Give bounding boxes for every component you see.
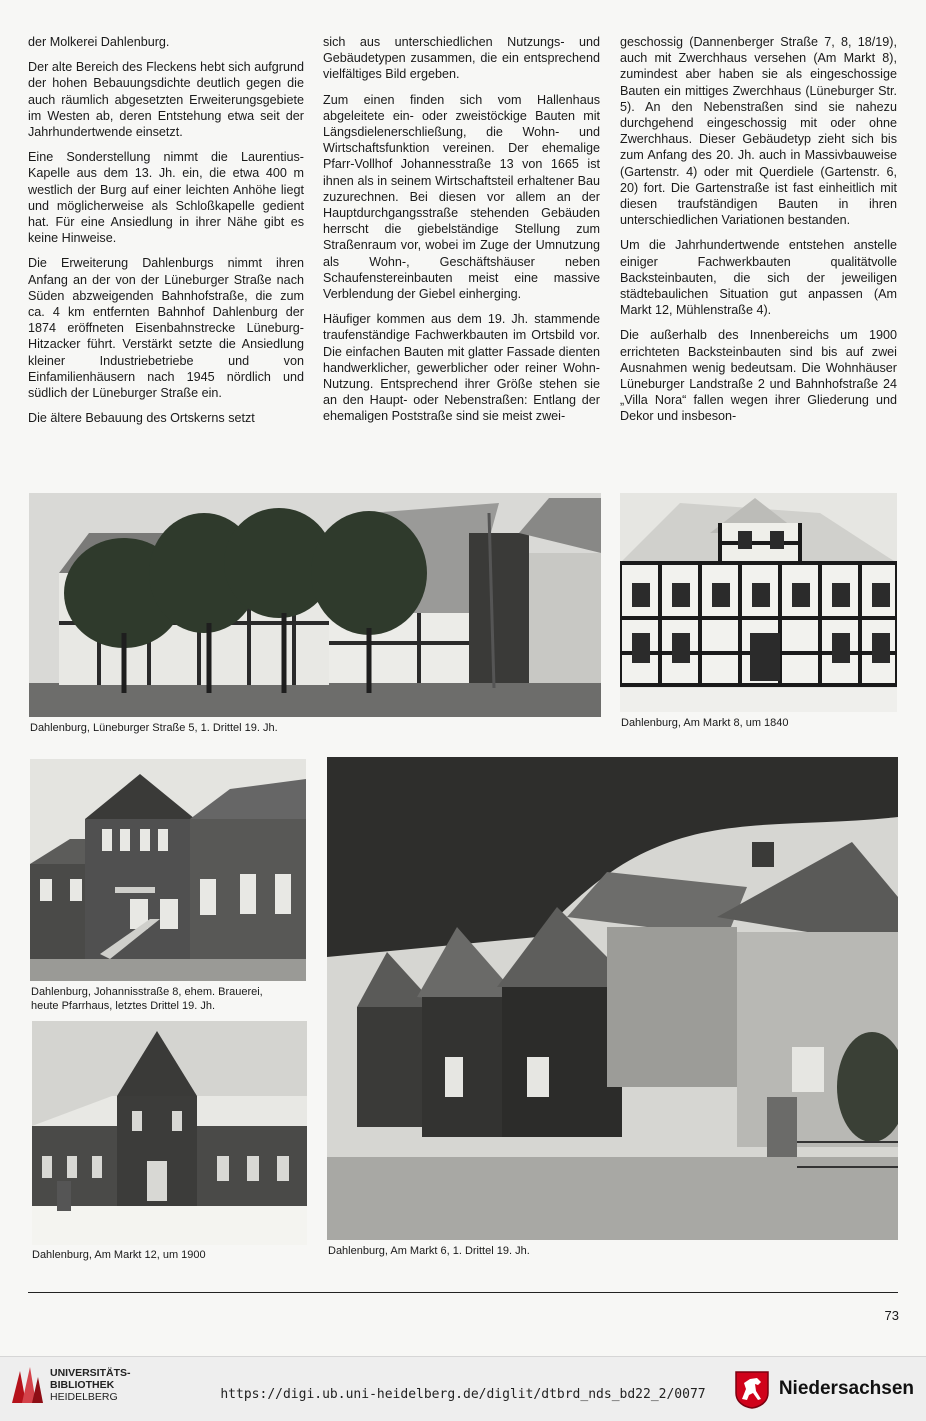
paragraph: der Molkerei Dahlenburg. <box>28 35 170 49</box>
viewer-footer <box>0 1356 926 1421</box>
photo-am-markt-6 <box>327 757 898 1240</box>
permalink-url[interactable]: https://digi.ub.uni-heidelberg.de/diglit/dtbrd_nds_bd22_2/0077 <box>220 1387 706 1402</box>
caption-photo-1: Dahlenburg, Lüneburger Straße 5, 1. Drittel 19. Jh. <box>30 722 278 734</box>
paragraph: Die Erweiterung Dahlenburgs nimmt ihren Anfang an der von der Lüneburger Straße nach Süden abzweigenden Bahnhofstraße, die zum ca. 4 km entfernten Bahnhof Dahlenburg der 1874 eröffneten Eisenbahnstrecke Lüneburg-Hitzacker führt. Verstärkt setzte die Ansiedlung kleiner Industriebetriebe und von Einfamilienhäusern nach 1945 nördlich und südlich der Lüneburger Straße ein. <box>28 256 304 401</box>
horse-crest-icon <box>733 1369 771 1409</box>
paragraph: Um die Jahrhundertwende entstehen anstelle einiger Fachwerkbauten qualitätvolle Backsteinbauten, die sich der jeweiligen städtebaulichen Situation gut anpassen (Am Markt 12, Mühlenstraße 4). <box>620 238 897 318</box>
paragraph: Die außerhalb des Innenbereichs um 1900 errichteten Backsteinbauten sind bis auf zwei Ausnahmen wenig bedeutsam. Die Wohnhäuser Lüneburger Landstraße 2 und Bahnhofstraße 24 „Villa Nora“ fallen wegen ihrer Gliederung und Dekor und insbeson- <box>620 328 897 424</box>
paragraph: Zum einen finden sich vom Hallenhaus abgeleitete ein- oder zweistöckige Bauten mit Längsdielenerschließung, die Wohn- und Wirtschaftsfunktion vereinen. Der ehemalige Pfarr-Vollhof Johannesstraße 13 von 1665 ist ihnen als in seinem Wirtschaftsteil erhaltener Bau zuzurechnen. Bei diesen vor allem an der Hauptdurchgangsstraße stehenden Gebäuden herrscht die giebelständige Stellung zum Straßenraum vor, wobei im Zuge der Umnutzung als Wohn-, Geschäftshäuser neben Schaufenstereinbauten meist eine massive Verblendung der Giebel einherging. <box>323 92 600 302</box>
caption-line: Dahlenburg, Johannisstraße 8, ehem. Brauerei, <box>31 986 263 998</box>
page-number: 73 <box>884 1308 899 1323</box>
caption-photo-5: Dahlenburg, Am Markt 6, 1. Drittel 19. Jh. <box>328 1245 530 1257</box>
state-name: Niedersachsen <box>778 1378 914 1399</box>
footer-rule <box>28 1292 898 1293</box>
text-column-1 <box>28 34 304 435</box>
library-name-line: HEIDELBERG <box>50 1391 118 1403</box>
paragraph: geschossig (Dannenberger Straße 7, 8, 18/19), auch mit Zwerchhaus versehen (Am Markt 8), zumindest aber haben sie als eingeschossige Bauten ein mittiges Zwerchhaus (Lüneburger Str. 5). An den Nebenstraßen sind sie nahezu durchgehend eingeschossig mit oder ohne Zwerchhaus. Dieser Gebäudetyp zieht sich bis zum Anfang des 20. Jh. auch in Massivbauweise (Gartenstr. 4) oder mit Querdiele (Gartenstr. 6, 20) fort. Die Gartenstraße ist fast einheitlich mit diesen traufständigen Bauten in ihren unterschiedlichen Variationen bestanden. <box>620 35 897 228</box>
photo-johannisstrasse-8 <box>30 759 306 981</box>
niedersachsen-logo-link[interactable] <box>733 1369 914 1409</box>
paragraph: Der alte Bereich des Fleckens hebt sich aufgrund der hohen Bebauungsdichte deutlich gegen die auch räumlich abgesetzten Erweiterungsgebiete im Westen ab, deren Entstehung etwa seit der Jahrhundertwende einsetzt. <box>28 60 304 140</box>
caption-photo-2: Dahlenburg, Am Markt 8, um 1840 <box>621 717 789 729</box>
library-name-line: BIBLIOTHEK <box>50 1379 115 1391</box>
caption-photo-4: Dahlenburg, Am Markt 12, um 1900 <box>32 1249 206 1261</box>
text-column-3 <box>620 34 897 434</box>
paragraph: Die ältere Bebauung des Ortskerns setzt <box>28 411 255 426</box>
paragraph: Eine Sonderstellung nimmt die Laurentius-Kapelle aus dem 13. Jh. ein, die etwa 400 m westlich der Burg auf einer leichten Anhöhe liegt und möglicherweise als Schloßkapelle gedient hat. Für eine Ansiedlung in ihrer Nähe gibt es keine Hinweise. <box>28 150 304 246</box>
caption-line: heute Pfarrhaus, letztes Drittel 19. Jh. <box>31 999 216 1012</box>
photo-am-markt-8 <box>620 493 897 712</box>
library-name-line: UNIVERSITÄTS- <box>50 1367 131 1379</box>
caption-photo-3 <box>31 986 263 1013</box>
photo-am-markt-12 <box>32 1021 307 1245</box>
text-column-2 <box>323 34 600 434</box>
paragraph: sich aus unterschiedlichen Nutzungs- und Gebäudetypen zusammen, die ein entsprechend vielfältiges Bild ergeben. <box>323 35 600 82</box>
photo-lueneburger-strasse-5 <box>29 493 601 717</box>
paragraph: Häufiger kommen aus dem 19. Jh. stammende traufenständige Fachwerkbauten im Ortsbild vor. Die einfachen Bauten mit glatter Fassade dienten handwerklicher, gewerblicher oder reiner Wohn-Nutzung. Entsprechend ihrer Größe stehen sie an den Haupt- oder Nebenstraßen: Entlang der ehemaligen Poststraße sind sie meist zwei- <box>323 312 600 424</box>
